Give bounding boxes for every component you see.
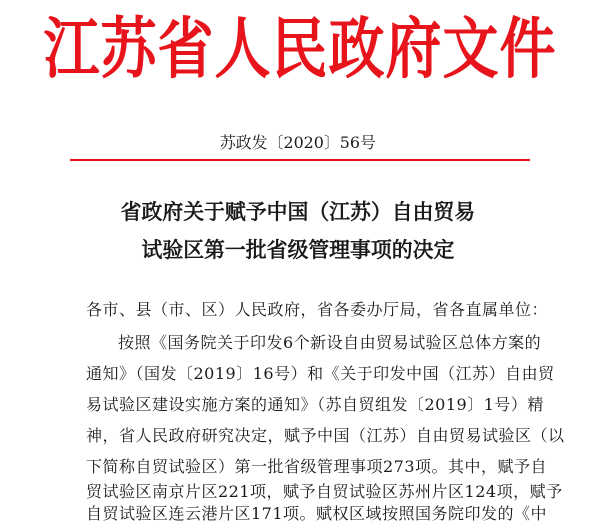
red-divider-line (70, 159, 530, 161)
body-line: 下简称自贸试验区）第一批省级管理事项273项。其中，赋予自 (86, 457, 548, 476)
body-line: 神，省人民政府研究决定，赋予中国（江苏）自由贸易试验区（以 (86, 426, 565, 445)
body-line: 自贸试验区连云港片区171项。赋权区域按照国务院印发的《中 (86, 504, 548, 523)
body-line: 贸试验区南京片区221项，赋予自贸试验区苏州片区124项，赋予 (86, 482, 563, 501)
document-title-line-2: 试验区第一批省级管理事项的决定 (141, 238, 455, 262)
body-line: 易试验区建设实施方案的通知》（苏自贸组发〔2019〕1号）精 (86, 395, 544, 414)
body-line: 通知》（国发〔2019〕16号）和《关于印发中国（江苏）自由贸 (86, 364, 555, 383)
masthead-title: 江苏省人民政府文件 (43, 11, 557, 89)
salutation: 各市、县（市、区）人民政府，省各委办厅局，省各直属单位： (86, 300, 549, 319)
body-line: 按照《国务院关于印发6个新设自由贸易试验区总体方案的 (118, 333, 542, 352)
document-title-line-1: 省政府关于赋予中国（江苏）自由贸易 (120, 200, 476, 224)
document-number: 苏政发〔2020〕56号 (219, 133, 376, 152)
